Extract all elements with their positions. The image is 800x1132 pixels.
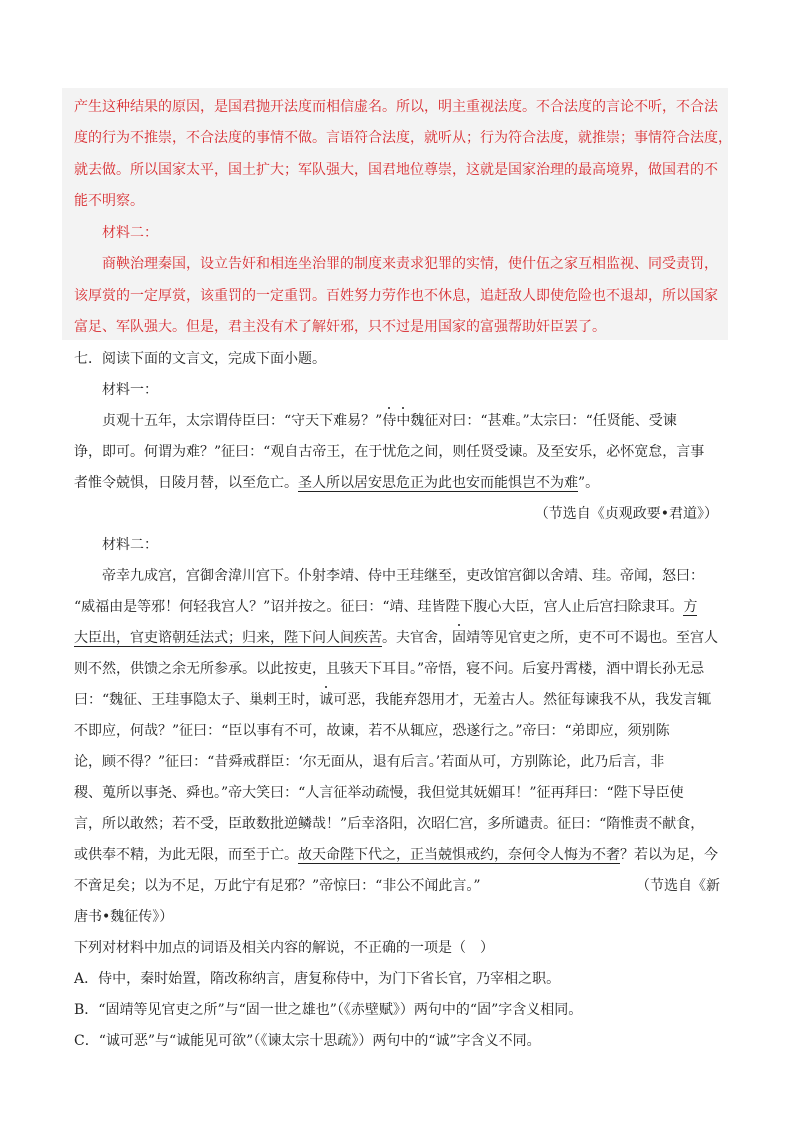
answer-paragraph-line: 商鞅治理秦国，设立告奸和相连坐治罪的制度来责求犯罪的实情，使什伍之家互相监视、同受责罚， [102,256,718,272]
text-segment: 魏征对曰：“甚难。”太宗曰：“任贤能、受谏 [410,413,677,429]
answer-paragraph-line: 该厚赏的一定厚赏，该重罚的一定重罚。百姓努力劳作也不休息，追赶敌人即使危险也不退却，所以国家 [74,288,718,304]
material-one-line [102,411,677,431]
material-one-source: （节选自《贞观政要•君道》） [534,506,718,522]
material-two-line: 言，所以敢然；若不受，臣敢数批逆鳞哉！”后幸洛阳，次昭仁宫，多所谴责。征曰：“隋惟责不献食， [74,816,705,832]
answer-paragraph-line: 产生这种结果的原因，是国君抛开法度而相信虚名。所以，明主重视法度。不合法度的言论不听，不合法 [74,99,718,115]
answer-paragraph-line: 度的行为不推崇，不合法度的事情不做。言语符合法度，就听从；行为符合法度，就推崇；事情符合法度， [74,130,732,146]
text-segment: “威福由是等邪！何轻我宫人？”诏并按之。征曰：“靖、珪皆陛下腹心大臣，宫人止后宫扫除隶耳。 [74,599,684,615]
material-two-label: 材料二： [102,537,158,553]
answer-option[interactable]: C．“诚可恶”与“诚能见可欲”（《谏太宗十思疏》）两句中的“诚”字含义不同。 [74,1033,541,1049]
text-segment: 可恶，我能弃怨用才，无羞古人。然征每谏我不从，我发言辄 [333,692,712,708]
material-two-line: 稷、蒐所以事尧、舜也。”帝大笑曰：“人言征举动疏慢，我但觉其妩媚耳！”征再拜曰：“陛下导臣使 [74,785,684,801]
material-two-line: 论，顾不得？”征曰：“昔舜戒群臣：‘尔无面从，退有后言。’若面从可，方别陈论，此乃后言，非 [74,754,665,770]
text-segment: 贞观十五年，太宗谓侍臣曰：“守天下难易？” [102,413,383,429]
text-segment: 或供奉不精，为此无限，而至于亡。 [74,847,298,863]
text-segment: 曰：“魏征、王珪事隐太子、巢剌王时， [74,692,320,708]
answer-paragraph-line: 就去做。所以国家太平，国土扩大；军队强大，国君地位尊崇，这就是国家治理的最高境界，做国君的不 [74,162,718,178]
dotted-word: 侍 [382,413,397,429]
text-segment: ”。 [578,475,600,491]
material-one-line: 诤，即可。何谓为难？”征曰：“观自古帝王，在于忧危之间，则任贤受谏。及至安乐，必怀宽怠，言事 [74,444,705,460]
material-two-source: 唐书•魏征传》） [74,909,174,925]
text-segment: 。夫官舍， [382,630,452,646]
underlined-sentence: 故天命陛下代之，正当兢惧戒约，奈何令人悔为不奢 [298,847,620,863]
answer-paragraph-line: 能不明察。 [74,193,144,209]
answer-material-label: 材料二： [102,225,158,241]
material-two-line: 不啻足矣；以为不足，万此宁有足邪？”帝惊曰：“非公不闻此言。” [74,878,481,894]
material-two-line [74,628,718,648]
material-one-label: 材料一： [102,382,158,398]
material-two-line [74,690,711,710]
material-two-line: 则不然，供馈之余无所参承。以此按吏，且骇天下耳目。”帝悟，寝不问。后宴丹霄楼，酒中谓长孙无忌 [74,661,705,677]
text-segment: 者惟令兢惧，日陵月替，以至危亡。 [74,475,298,491]
answer-option[interactable]: B．“固靖等见官吏之所”与“固一世之雄也”（《赤壁赋》）两句中的“固”字含义相同。 [74,1002,583,1018]
answer-paragraph-line: 富足、军队强大。但是，君主没有术了解奸邪，只不过是用国家的富强帮助奸臣罢了。 [74,319,606,335]
material-two-line: 帝幸九成宫，宫御舍湋川宫下。仆射李靖、侍中王珪继至，吏改馆宫御以舍靖、珪。帝闻，怒曰： [102,568,704,584]
underlined-sentence: 圣人所以居安思危正为此也安而能惧岂不为难 [298,475,578,491]
dotted-word: 固 [452,630,466,646]
dotted-word: 诚 [319,692,334,708]
underlined-sentence: 大臣出，官吏谘朝廷法式；归来，陛下问人间疾苦 [74,630,382,646]
text-segment: 靖等见官吏之所，吏不可不谒也。至宫人 [466,630,718,646]
dotted-word: 中 [396,413,411,429]
answer-option[interactable]: A．侍中，秦时始置，隋改称纳言，唐复称侍中，为门下省长官，乃宰相之职。 [74,971,561,987]
underlined-sentence: 方 [683,599,698,615]
material-two-line [74,845,718,865]
material-two-line: 不即应，何哉？”征曰：“臣以事有不可，故谏，若不从辄应，恐遂行之。”帝曰：“弟即应，须别陈 [74,723,670,739]
text-segment: ？若以为足，今 [620,847,718,863]
material-one-line [74,473,599,493]
question-heading: 七．阅读下面的文言文，完成下面小题。 [74,351,326,367]
question-prompt: 下列对材料中加点的词语及相关内容的解说，不正确的一项是（ ） [74,940,494,956]
material-two-source: （节选自《新 [636,878,720,894]
material-two-line [74,597,697,617]
